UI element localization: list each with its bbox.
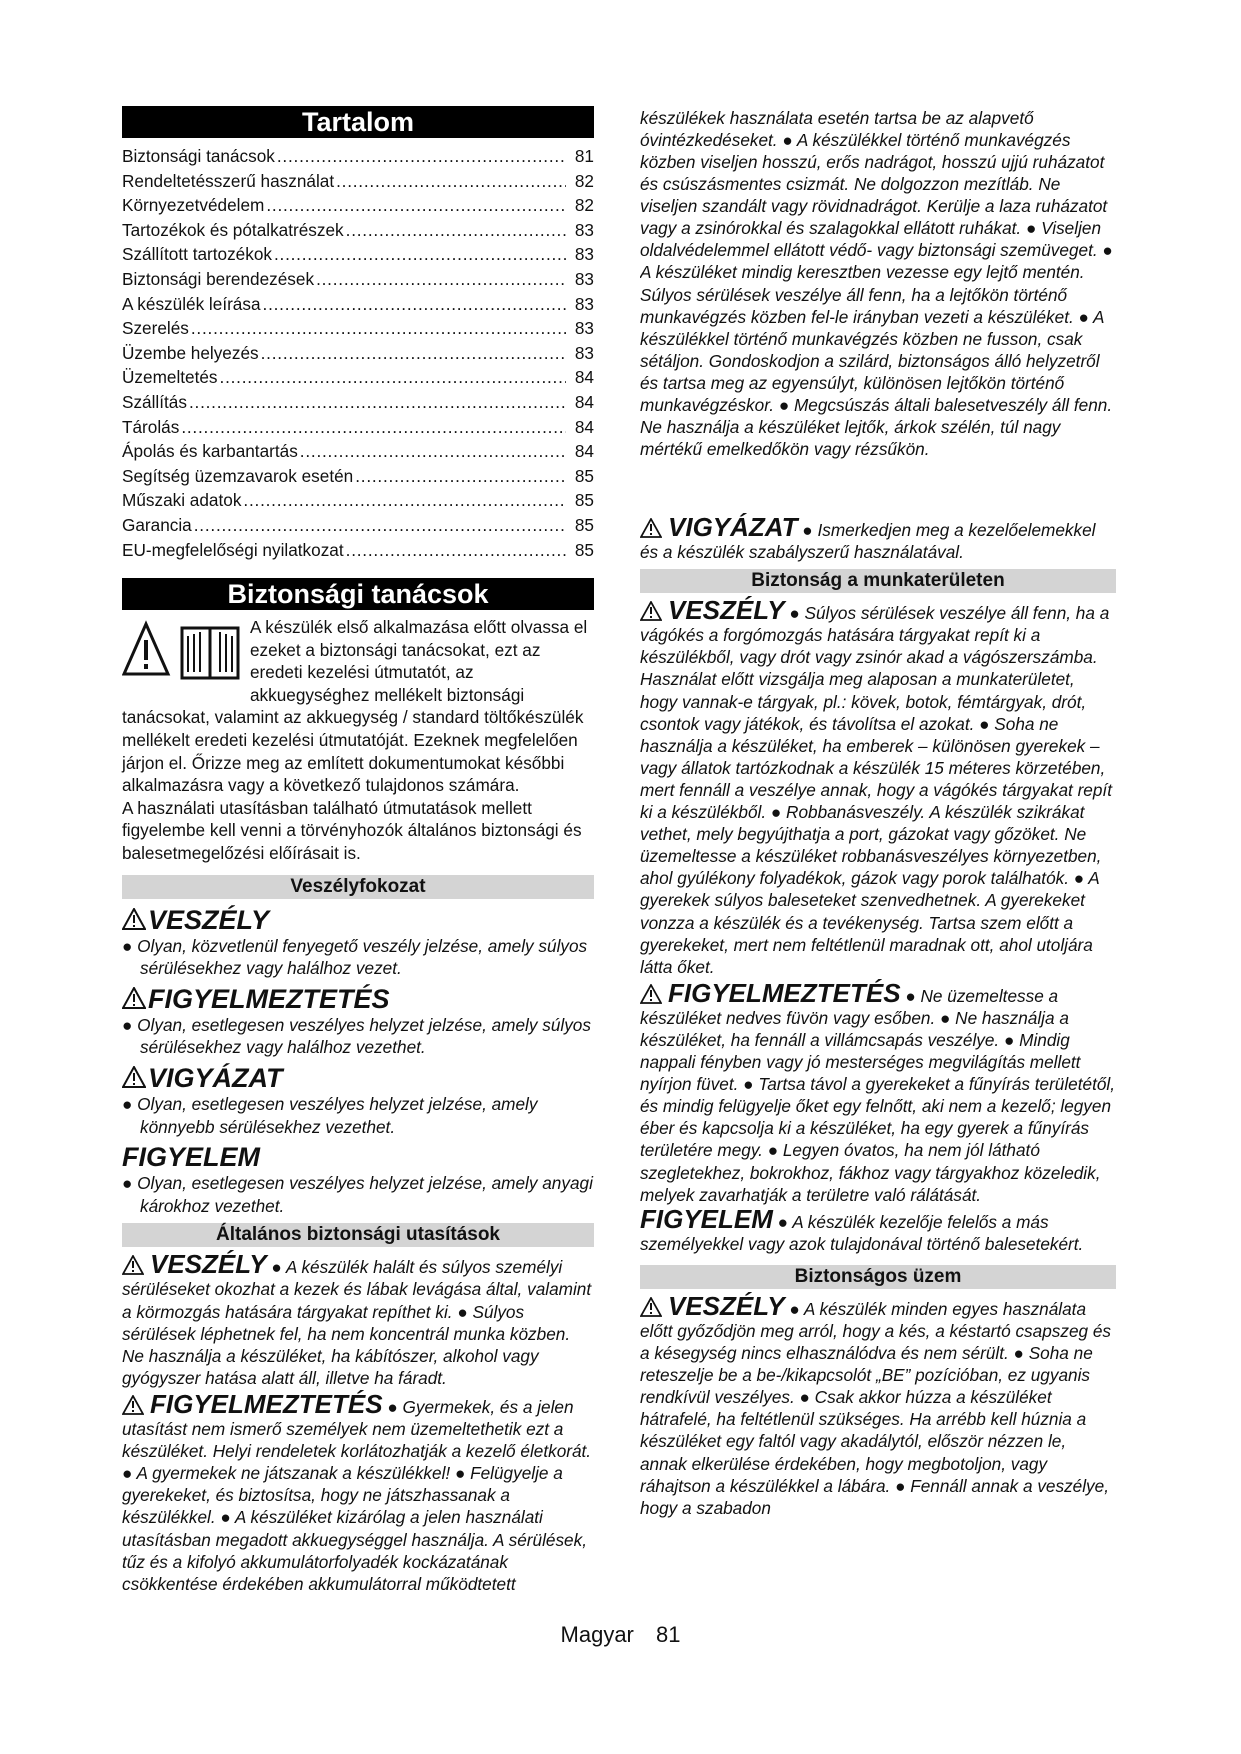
- general-caution: VIGYÁZAT ● Ismerkedjen meg a kezelőelemekkel és a készülék szabályszerű használatával.: [640, 512, 1096, 563]
- level-description: ● Olyan, esetlegesen veszélyes helyzet jelzése, amely anyagi károkhoz vezethet.: [122, 1173, 593, 1216]
- toc-item: [122, 242, 594, 267]
- work-area-danger: VESZÉLY ● Súlyos sérülések veszélye áll fenn, ha a vágókés a forgómozgás hatására tárgyakat repít ki a készülékből, vagy drót vagy zsinór akad a vágószerszámba. Használat előtt vizsgálja meg alaposan a munkaterületet, hogy vannak-e tárgyak, pl.: kövek, botok, fémtárgyak, drót, csontok vagy játékok, és távolítsa el azokat. ● Soha ne használja a készüléket, ha emberek – különösen gyerekek – vagy állatok tartózkodnak a készülék 15 méteres körzetében, mert fennáll a veszélye annak, hogy a vágókés tárgyakat repít ki a készülékből. ● Robbanásveszély. A készülék szikrákat vethet, mely begyújthatja a port, gázokat vagy gőzöket. Ne üzemeltesse a készüléket robbanásveszélyes környezetben, ahol gyúlékony folyadékok, gázok vagy porok találhatók. ● A gyerekek súlyos baleseteket szenvedhetnek. A gyerekeket vonzza a készülék és a tevékenység. Tartsa szem előtt a gyerekeket, mert nem feltétlenül maradnak ott, ahol utoljára látta őket.: [640, 595, 1112, 977]
- level-description-text: Olyan, esetlegesen veszélyes helyzet jelzése, amely anyagi károkhoz vezethet.: [137, 1173, 593, 1216]
- toc-item-leader: [355, 464, 566, 489]
- general-title: Általános biztonsági utasítások: [122, 1223, 594, 1247]
- toc-item-page: 83: [574, 219, 594, 240]
- toc-item: [122, 169, 594, 194]
- work-area-title: Biztonság a munkaterületen: [640, 569, 1116, 593]
- toc-item-leader: [263, 292, 566, 317]
- toc-item: [122, 390, 594, 415]
- toc-item-page: 85: [574, 465, 594, 486]
- toc-item-label: Rendeltetésszerű használat: [122, 170, 335, 191]
- level-heading: [122, 1063, 594, 1093]
- level-description-text: Olyan, esetlegesen veszélyes helyzet jelzése, amely súlyos sérülésekhez vagy halálhoz vezethet.: [137, 1014, 591, 1058]
- warning-triangle-icon: [122, 908, 146, 930]
- work-area-danger-head: VESZÉLY: [668, 595, 785, 626]
- toc-item-label: Biztonsági tanácsok: [122, 146, 275, 166]
- warning-triangle-icon: [640, 1297, 662, 1317]
- work-area-warning: FIGYELMEZTETÉS ● Ne üzemeltesse a készüléket nedves füvön vagy esőben. ● Ne használja a készüléket, ha fennáll a villámcsapás veszélye. ● Mindig nappali fényben vagy jó mesterséges megvilágítás mellett nyírjon füvet. ● Tartsa távol a gyerekeket a fűnyírás területétől, és mindig felügyelje őket egy felnőtt, aki nem a kezelő; legyen éber és kapcsolja ki a készüléket, ha egy gyerek a fűnyírás területére megy. ● Legyen óvatos, ha nem jól látható szegletekhez, bokrokhoz, fákhoz vagy tárgyakhoz közeledik, melyek zavarhatják a területre való rálátását.: [640, 977, 1116, 1205]
- level-heading-text: VESZÉLY: [148, 904, 270, 935]
- toc-item-label: Biztonsági berendezések: [122, 268, 315, 289]
- toc-item-label: Szállított tartozékok: [122, 244, 272, 265]
- operation-danger: VESZÉLY ● A készülék minden egyes használata előtt győződjön meg arról, hogy a kés, a késtartó csapszeg és a késegység nincs elhasználódva és nem sérült. ● Soha ne reteszelje be a be-/kikapcsolót „BE” pozícióban, ez ugyanis rendkívül veszélyes. ● Csak akkor húzza a készüléket hátrafelé, ha feltétlenül szükséges. Ha arrébb kell húznia a készüléket egy faltól vagy akadálytól, először nézzen le, annak elkerülése érdekében, hogy megbotoljon, vagy ráhajtson a készülékkel a lábára. ● Fennáll annak a veszélye, hogy a szabadon: [640, 1290, 1112, 1518]
- warning-book-icons: [122, 620, 250, 684]
- toc-item-page: 85: [574, 514, 594, 535]
- toc-item-label: Tárolás: [122, 416, 180, 437]
- toc-item-page: 84: [574, 416, 594, 437]
- toc-item-page: 81: [574, 146, 594, 166]
- general-danger: VESZÉLY ● A készülék halált és súlyos személyi sérüléseket okozhat a kezek és lábak levágása által, valamint a körmozgás hatására tárgyakat repíthet ki. ● Súlyos sérülések léphetnek fel, ha nem koncentrál munka közben. Ne használja a készüléket, ha kábítószer, alkohol vagy gyógyszer hatása alatt áll, illetve ha fáradt.: [122, 1249, 592, 1388]
- toc-item-label: Ápolás és karbantartás: [122, 441, 298, 462]
- toc-item-page: 83: [574, 342, 594, 363]
- toc-item-leader: [194, 513, 566, 538]
- toc-item-label: Szerelés: [122, 318, 189, 339]
- work-area-notice-head: FIGYELEM: [640, 1203, 773, 1234]
- level-description: ● Olyan, közvetlenül fenyegető veszély jelzése, amely súlyos sérülésekhez vagy halálhoz vezet.: [122, 935, 588, 979]
- left-column: [122, 106, 594, 1592]
- toc-item-label: Tartozékok és pótalkatrészek: [122, 219, 344, 240]
- page-footer: [0, 1622, 1241, 1648]
- toc-item-page: 84: [574, 391, 594, 412]
- toc-item-leader: [300, 439, 566, 464]
- toc-item-page: 85: [574, 539, 594, 560]
- toc-item: [122, 144, 594, 169]
- general-continued: [640, 108, 1116, 512]
- work-area-notice-text: A készülék kezelője felelős a más személyekkel vagy azok tulajdonával történő balesetekért.: [640, 1211, 1084, 1254]
- toc-item: [122, 365, 594, 390]
- warning-triangle-icon: [122, 987, 146, 1009]
- warning-triangle-icon: [640, 518, 662, 538]
- toc-item-page: 82: [574, 170, 594, 191]
- safety-intro: [122, 616, 594, 865]
- toc-item-leader: [189, 390, 566, 415]
- toc-item: [122, 538, 594, 563]
- toc-item-leader: [277, 144, 566, 169]
- toc-item-label: Garancia: [122, 514, 192, 535]
- warning-triangle-icon: [640, 984, 662, 1004]
- level-heading-text: VIGYÁZAT: [148, 1063, 283, 1093]
- general-danger-head: VESZÉLY: [150, 1249, 267, 1280]
- toc-item-label: Üzembe helyezés: [122, 342, 259, 363]
- toc-item-page: 83: [574, 268, 594, 289]
- toc-item: [122, 193, 594, 218]
- toc-item: [122, 341, 594, 366]
- toc-item-page: 83: [574, 318, 594, 339]
- general-warning: FIGYELMEZTETÉS ● Gyermekek, és a jelen utasítást nem ismerő személyek nem üzemeltethetik ezt a készüléket. Helyi rendeletek korlátozhatják a kezelő életkorát. ● A gyermekek ne játszanak a készülékkel! ● Felügyelje a gyerekeket, és biztosítsa, hogy ne játszhassanak a készülékkel. ● A készüléket kizárólag a jelen használati utasításban megadott akkuegységgel használja. A sérülések, tűz és a kifolyó akkumulátorfolyadék kockázatának csökkentése érdekében akkumulátorral működtetett: [122, 1393, 594, 1592]
- toc-item: [122, 439, 594, 464]
- toc-item: [122, 316, 594, 341]
- general-warning-continued: [640, 108, 1116, 460]
- warning-triangle-icon: [122, 620, 246, 682]
- toc-item: [122, 292, 594, 317]
- work-area-warning-text: Ne üzemeltesse a készüléket nedves füvön vagy esőben. ● Ne használja a készüléket, ha fennáll a villámcsapás veszélye. ● Mindig nappali fényben vagy jó mesterséges megvilágítás mellett nyírjon füvet. ● Tartsa távol a gyerekeket a fűnyírás területétől, és mindig felügyelje őket egy felnőtt, aki nem a kezelő; legyen éber és kapcsolja ki a készüléket, ha egy gyerek a fűnyírás területére megy. ● Legyen óvatos, ha nem jól látható szegletekhez, bokrokhoz, fákhoz vagy tárgyakhoz közeledik, melyek zavarhatják a területre való rálátását.: [640, 985, 1116, 1205]
- warning-triangle-icon: [122, 1395, 144, 1415]
- toc-list: [122, 144, 594, 562]
- level-description-text: Olyan, esetlegesen veszélyes helyzet jelzése, amely könnyebb sérülésekhez vezethet.: [137, 1094, 538, 1137]
- operation-danger-head: VESZÉLY: [668, 1290, 785, 1321]
- toc-item-label: Szállítás: [122, 391, 187, 412]
- toc-item-page: 83: [574, 293, 594, 314]
- level-description-text: Olyan, közvetlenül fenyegető veszély jelzése, amely súlyos sérülésekhez vagy halálhoz vezet.: [137, 935, 588, 979]
- toc-item-leader: [266, 193, 566, 218]
- right-column: [640, 108, 1116, 1519]
- levels-list: [122, 905, 594, 1218]
- general-caution-head: VIGYÁZAT: [668, 512, 798, 542]
- toc-item: [122, 218, 594, 243]
- manual-book-icon: [182, 628, 238, 678]
- toc-item-leader: [336, 169, 566, 194]
- toc-item-leader: [316, 267, 566, 292]
- toc-item: [122, 415, 594, 440]
- general-warning-clip: [122, 1389, 594, 1592]
- level-description: ● Olyan, esetlegesen veszélyes helyzet jelzése, amely súlyos sérülésekhez vagy halálhoz vezethet.: [122, 1014, 591, 1058]
- toc-item: [122, 513, 594, 538]
- warning-triangle-icon: [122, 1255, 144, 1275]
- safety-title: Biztonsági tanácsok: [122, 578, 594, 610]
- work-area-notice: FIGYELEM ● A készülék kezelője felelős a más személyekkel vagy azok tulajdonával történő balesetekért.: [640, 1203, 1084, 1254]
- toc-item-label: EU-megfelelőségi nyilatkozat: [122, 539, 344, 560]
- toc-item-page: 82: [574, 195, 594, 216]
- toc-item-leader: [220, 365, 566, 390]
- toc-item-leader: [261, 341, 566, 366]
- toc-item-page: 83: [574, 244, 594, 265]
- safety-intro-p2: A használati utasításban található útmutatások mellett figyelembe kell venni a törvényhozók általános biztonsági és balesetmegelőzési előírásait is.: [122, 797, 582, 864]
- toc-item-leader: [243, 488, 566, 513]
- toc-item: [122, 464, 594, 489]
- warning-triangle-icon: [640, 601, 662, 621]
- toc-title: Tartalom: [122, 106, 594, 138]
- toc-item-label: A készülék leírása: [122, 293, 261, 314]
- level-heading: [122, 905, 594, 935]
- footer-page-number: 81: [656, 1622, 681, 1647]
- work-area-danger-text: Súlyos sérülések veszélye áll fenn, ha a vágókés a forgómozgás hatására tárgyakat repít ki a készülékből, vagy drót vagy zsinór akad a vágószerszámba. Használat előtt vizsgálja meg alaposan a munkaterületet, hogy vannak-e tárgyak, pl.: kövek, botok, fémtárgyak, drót, csontok vagy játékok, és távolítsa el azokat. ● Soha ne használja a készüléket, ha emberek – különösen gyerekek – vagy állatok tartózkodnak a készülék 15 méteres körzetében, mert fennáll a veszélye annak, hogy a vágókés tárgyakat repít ki a készülékből. ● Robbanásveszély. A készülék szikrákat vethet, mely begyújthatja a port, gázokat vagy gőzöket. Ne üzemeltesse a készüléket robbanásveszélyes környezetben, ahol gyúlékony folyadékok, gázok vagy porok találhatók. ● A gyerekek súlyos baleseteket szenvedhetnek. A gyerekeket vonzza a készülék és a tevékenység. Tartsa szem előtt a gyerekeket, mert nem feltétlenül maradnak ott, ahol utoljára látta őket.: [640, 603, 1112, 977]
- general-warning-text: készülékek használata esetén tartsa be az alapvető óvintézkedéseket. ● A készülékkel történő munkavégzés közben viseljen hosszú, erős nadrágot, hosszú ujjú ruházatot és csúszásmentes csizmát. Ne dolgozzon mezítláb. Ne viseljen szandált vagy rövidnadrágot. Kerülje a laza ruházatot vagy a zsinórokkal és szalagokkal ellátott ruhákat. ● Viseljen oldalvédelemmel ellátott védő- vagy biztonsági szemüveget. ● A készüléket mindig keresztben vezesse egy lejtő mentén. Súlyos sérülések veszélye áll fenn, ha a lejtőkön történő munkavégzés közben fel-le irányban vezeti a készüléket. ● A készülékkel történő munkavégzés közben ne fusson, csak sétáljon. Gondoskodjon a szilárd, biztonságos álló helyzetről és tartsa meg az egyensúlyt, különösen lejtőkön történő munkavégzéskor. ● Megcsúszás általi balesetveszély áll fenn. Ne használja a készüléket lejtők, árkok szélén, túl nagy mértékű emelkedőkön vagy rézsűkön.: [640, 108, 1113, 460]
- toc-item-label: Műszaki adatok: [122, 490, 242, 511]
- toc-item-label: Üzemeltetés: [122, 367, 218, 388]
- general-warning-text: Gyermekek, és a jelen utasítást nem ismerő személyek nem üzemeltethetik ezt a készüléket. Helyi rendeletek korlátozhatják a kezelő életkorát. ● A gyermekek ne játszanak a készülékkel! ● Felügyelje a gyerekeket, és biztosítsa, hogy ne játszhassanak a készülékkel. ● A készüléket kizárólag a jelen használati utasításban megadott akkuegységgel használja. A sérülések, tűz és a kifolyó akkumulátorfolyadék kockázatának csökkentése érdekében akkumulátorral működtetett: [122, 1396, 592, 1592]
- warning-triangle-icon: [122, 1066, 146, 1088]
- level-description: ● Olyan, esetlegesen veszélyes helyzet jelzése, amely könnyebb sérülésekhez vezethet.: [122, 1094, 538, 1137]
- level-heading-text: FIGYELEM: [122, 1142, 261, 1173]
- toc-item-label: Segítség üzemzavarok esetén: [122, 465, 354, 486]
- toc-item: [122, 267, 594, 292]
- level-heading: [122, 1142, 594, 1172]
- footer-language: Magyar: [560, 1622, 634, 1647]
- work-area-warning-head: FIGYELMEZTETÉS: [668, 977, 901, 1008]
- level-heading-text: FIGYELMEZTETÉS: [148, 983, 390, 1014]
- toc-item: [122, 488, 594, 513]
- general-danger-text: A készülék halált és súlyos személyi sérüléseket okozhat a kezek és lábak levágása által, valamint a körmozgás hatására tárgyakat repíthet ki. ● Súlyos sérülések léphetnek fel, ha nem koncentrál munka közben. Ne használja a készüléket, ha kábítószer, alkohol vagy gyógyszer hatása alatt áll, illetve ha fáradt.: [122, 1257, 592, 1388]
- toc-item-leader: [274, 242, 566, 267]
- toc-item-leader: [181, 415, 566, 440]
- levels-title: Veszélyfokozat: [122, 875, 594, 899]
- toc-item-leader: [346, 538, 566, 563]
- general-caution-text: Ismerkedjen meg a kezelőelemekkel és a készülék szabályszerű használatával.: [640, 520, 1096, 563]
- toc-item-leader: [346, 218, 566, 243]
- toc-item-page: 84: [574, 441, 594, 462]
- toc-item-page: 85: [574, 490, 594, 511]
- toc-item-label: Környezetvédelem: [122, 195, 265, 216]
- safety-intro-p1: A készülék első alkalmazása előtt olvassa el ezeket a biztonsági tanácsokat, ezt az eredeti kezelési útmutatót, az akkuegységhez mellékelt biztonsági tanácsokat, valamint az akkuegység / standard töltőkészülék mellékelt eredeti kezelési útmutatóját. Ezeknek megfelelően járjon el. Őrizze meg az említett dokumentumokat későbbi alkalmazásra vagy a következő tulajdonos számára.: [122, 617, 588, 796]
- operation-title: Biztonságos üzem: [640, 1265, 1116, 1289]
- toc-item-page: 84: [574, 367, 594, 388]
- toc-item-leader: [191, 316, 566, 341]
- level-heading: [122, 984, 594, 1014]
- operation-danger-text: A készülék minden egyes használata előtt győződjön meg arról, hogy a kés, a késtartó csapszeg és a késegység nincs elhasználódva és nem sérült. ● Soha ne reteszelje be a be-/kikapcsolót „BE” pozícióban, ez ugyanis rendkívül veszélyes. ● Csak akkor húzza a készüléket hátrafelé, ha feltétlenül szükséges. Ha arrébb kell húznia a készüléket egy faltól vagy akadálytól, először nézzen le, annak elkerülése érdekében, hogy megbotoljon, vagy ráhajtson a készülékkel a lábára. ● Fennáll annak a veszélye, hogy a szabadon: [640, 1298, 1112, 1518]
- general-warning-head: FIGYELMEZTETÉS: [150, 1388, 383, 1419]
